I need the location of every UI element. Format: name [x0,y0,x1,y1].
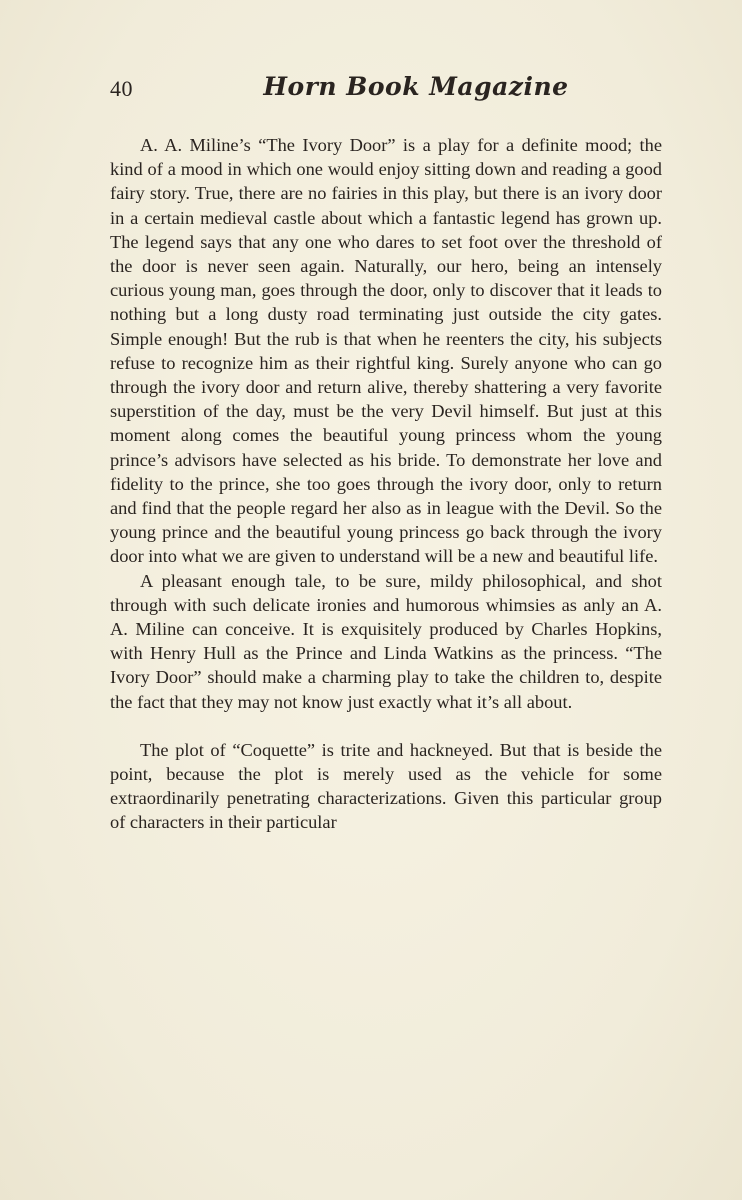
article-body [110,133,662,835]
running-title: Horn Book Magazine [263,72,569,101]
page-header [110,72,662,108]
paragraph-coquette-intro: The plot of “Coquette” is trite and hackneyed. But that is beside the point, because the plot is merely used as the vehicle for some extraordinarily penetrating characterizations. Given this particular group of characters in their particular [110,739,662,833]
paragraph-ivory-door-review: A pleasant enough tale, to be sure, mildy philosophical, and shot through with such delicate ironies and humorous whimsies as anly an A. A. Miline can conceive. It is exquisitely produced by Charles Hopkins, with Henry Hull as the Prince and Linda Watkins as the princess. “The Ivory Door” should make a charming play to take the children to, despite the fact that they may not know just exactly what it’s all about. [110,570,662,712]
paragraph-ivory-door-summary: A. A. Miline’s “The Ivory Door” is a play for a definite mood; the kind of a mood in which one would enjoy sitting down and reading a good fairy story. True, there are no fairies in this play, but there is an ivory door in a certain medieval castle about which a fantastic legend has grown up. The legend says that any one who dares to set foot over the threshold of the door is never seen again. Naturally, our hero, being an intensely curious young man, goes through the door, only to discover that it leads to nothing but a long dusty road terminating just outside the city gates. Simple enough! But the rub is that when he reenters the city, his subjects refuse to recognize him as their rightful king. Surely anyone who can go through the ivory door and return alive, thereby shattering a very favorite superstition of the day, must be the very Devil himself. But just at this moment along comes the beautiful young princess whom the young prince’s advisors have selected as his bride. To demonstrate her love and fidelity to the prince, she too goes through the ivory door, only to return and find that the people regard her also as in league with the Devil. So the young prince and the beautiful young princess go back through the ivory door into what we are given to understand will be a new and beautiful life. [110,135,662,567]
page-number: 40 [110,76,133,101]
